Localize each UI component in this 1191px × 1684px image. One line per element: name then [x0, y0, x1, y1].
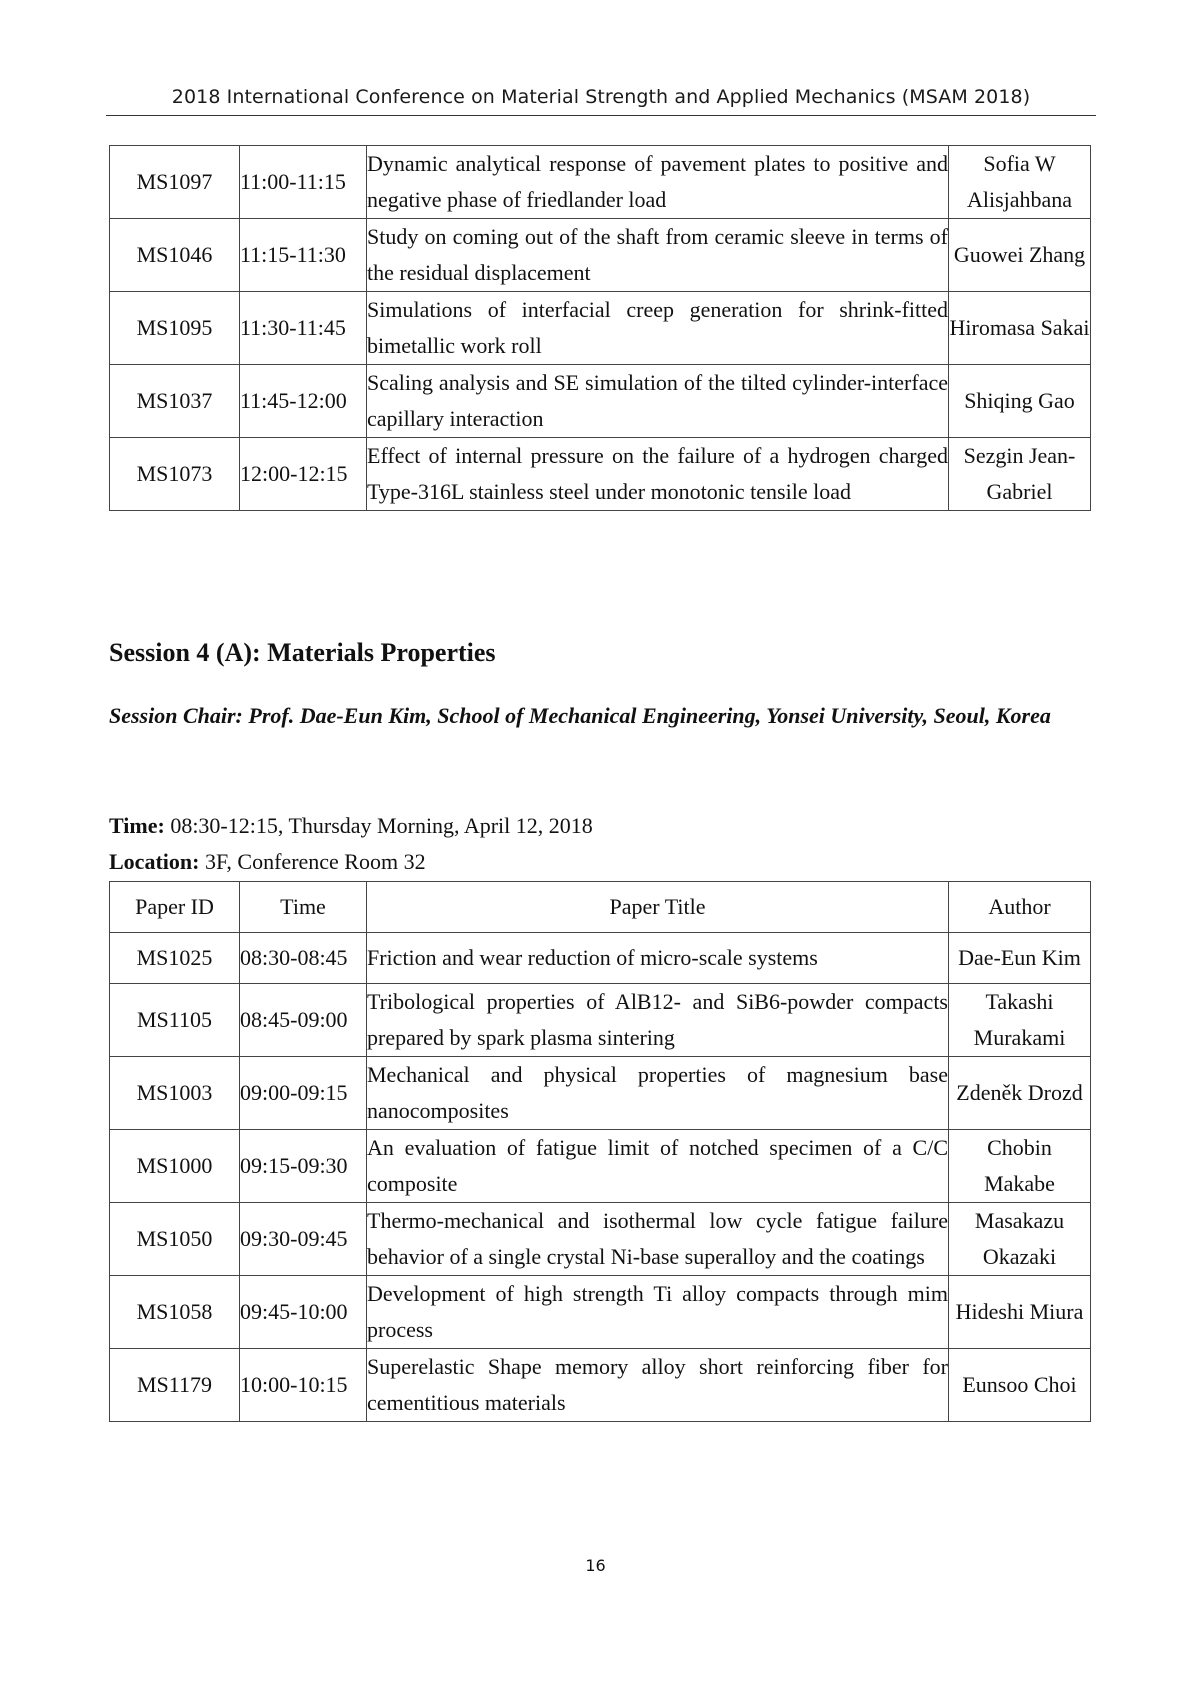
time-slot: 08:45-09:00 [240, 984, 367, 1057]
paper-author: Sofia W Alisjahbana [949, 146, 1091, 219]
paper-author: Sezgin Jean-Gabriel [949, 438, 1091, 511]
paper-id: MS1003 [110, 1057, 240, 1130]
table-row [110, 219, 1091, 292]
header-divider [106, 115, 1096, 116]
paper-author: Eunsoo Choi [949, 1349, 1091, 1422]
table-row [110, 1203, 1091, 1276]
paper-title: Dynamic analytical response of pavement plates to positive and negative phase of friedlander load [367, 146, 949, 219]
time-slot: 09:15-09:30 [240, 1130, 367, 1203]
table-header-row [110, 882, 1091, 933]
paper-id: MS1095 [110, 292, 240, 365]
paper-author: Hideshi Miura [949, 1276, 1091, 1349]
page-number: 16 [585, 1556, 606, 1575]
session-time [109, 813, 593, 839]
location-label: Location: [109, 849, 200, 874]
paper-author: Hiromasa Sakai [949, 292, 1091, 365]
paper-id: MS1050 [110, 1203, 240, 1276]
table-row [110, 933, 1091, 984]
table-row [110, 1130, 1091, 1203]
time-slot: 09:00-09:15 [240, 1057, 367, 1130]
paper-id: MS1097 [110, 146, 240, 219]
time-slot: 11:15-11:30 [240, 219, 367, 292]
schedule-table-continued [109, 145, 1091, 511]
paper-id: MS1037 [110, 365, 240, 438]
location-value: 3F, Conference Room 32 [204, 849, 426, 874]
paper-title: Development of high strength Ti alloy compacts through mim process [367, 1276, 949, 1349]
paper-title: Simulations of interfacial creep generation for shrink-fitted bimetallic work roll [367, 292, 949, 365]
column-header-paper-title: Paper Title [367, 882, 949, 933]
column-header-paper-id: Paper ID [110, 882, 240, 933]
paper-author: Dae-Eun Kim [949, 933, 1091, 984]
paper-id: MS1105 [110, 984, 240, 1057]
schedule-table [109, 881, 1091, 1422]
paper-title: An evaluation of fatigue limit of notched specimen of a C/C composite [367, 1130, 949, 1203]
time-label: Time: [109, 813, 165, 838]
paper-author: Masakazu Okazaki [949, 1203, 1091, 1276]
table-row [110, 1276, 1091, 1349]
paper-author: Shiqing Gao [949, 365, 1091, 438]
table-row [110, 365, 1091, 438]
paper-title: Study on coming out of the shaft from ceramic sleeve in terms of the residual displacement [367, 219, 949, 292]
paper-author: Takashi Murakami [949, 984, 1091, 1057]
paper-id: MS1073 [110, 438, 240, 511]
table-row [110, 292, 1091, 365]
column-header-time: Time [240, 882, 367, 933]
paper-author: Guowei Zhang [949, 219, 1091, 292]
paper-id: MS1179 [110, 1349, 240, 1422]
column-header-author: Author [949, 882, 1091, 933]
paper-id: MS1058 [110, 1276, 240, 1349]
paper-title: Effect of internal pressure on the failure of a hydrogen charged Type-316L stainless steel under monotonic tensile load [367, 438, 949, 511]
paper-id: MS1046 [110, 219, 240, 292]
paper-title: Mechanical and physical properties of magnesium base nanocomposites [367, 1057, 949, 1130]
time-slot: 12:00-12:15 [240, 438, 367, 511]
time-slot: 10:00-10:15 [240, 1349, 367, 1422]
paper-author: Zdeněk Drozd [949, 1057, 1091, 1130]
time-slot: 09:45-10:00 [240, 1276, 367, 1349]
paper-title: Scaling analysis and SE simulation of the tilted cylinder-interface capillary interaction [367, 365, 949, 438]
paper-title: Thermo-mechanical and isothermal low cycle fatigue failure behavior of a single crystal Ni-base superalloy and the coatings [367, 1203, 949, 1276]
running-header: 2018 International Conference on Material Strength and Applied Mechanics (MSAM 2018) [171, 86, 1031, 108]
table-row [110, 1057, 1091, 1130]
session-chair: Session Chair: Prof. Dae-Eun Kim, School of Mechanical Engineering, Yonsei University, Seoul, Korea [109, 703, 1051, 728]
paper-id: MS1025 [110, 933, 240, 984]
table-row [110, 984, 1091, 1057]
table-row [110, 146, 1091, 219]
time-slot: 11:30-11:45 [240, 292, 367, 365]
table-row [110, 1349, 1091, 1422]
time-slot: 09:30-09:45 [240, 1203, 367, 1276]
time-slot: 11:00-11:15 [240, 146, 367, 219]
time-value: 08:30-12:15, Thursday Morning, April 12, 2018 [170, 813, 593, 838]
paper-id: MS1000 [110, 1130, 240, 1203]
session-location [109, 849, 426, 875]
time-slot: 11:45-12:00 [240, 365, 367, 438]
paper-title: Friction and wear reduction of micro-scale systems [367, 933, 949, 984]
time-slot: 08:30-08:45 [240, 933, 367, 984]
paper-author: Chobin Makabe [949, 1130, 1091, 1203]
table-row [110, 438, 1091, 511]
session-heading: Session 4 (A): Materials Properties [109, 638, 496, 667]
paper-title: Superelastic Shape memory alloy short reinforcing fiber for cementitious materials [367, 1349, 949, 1422]
paper-title: Tribological properties of AlB12- and SiB6-powder compacts prepared by spark plasma sintering [367, 984, 949, 1057]
